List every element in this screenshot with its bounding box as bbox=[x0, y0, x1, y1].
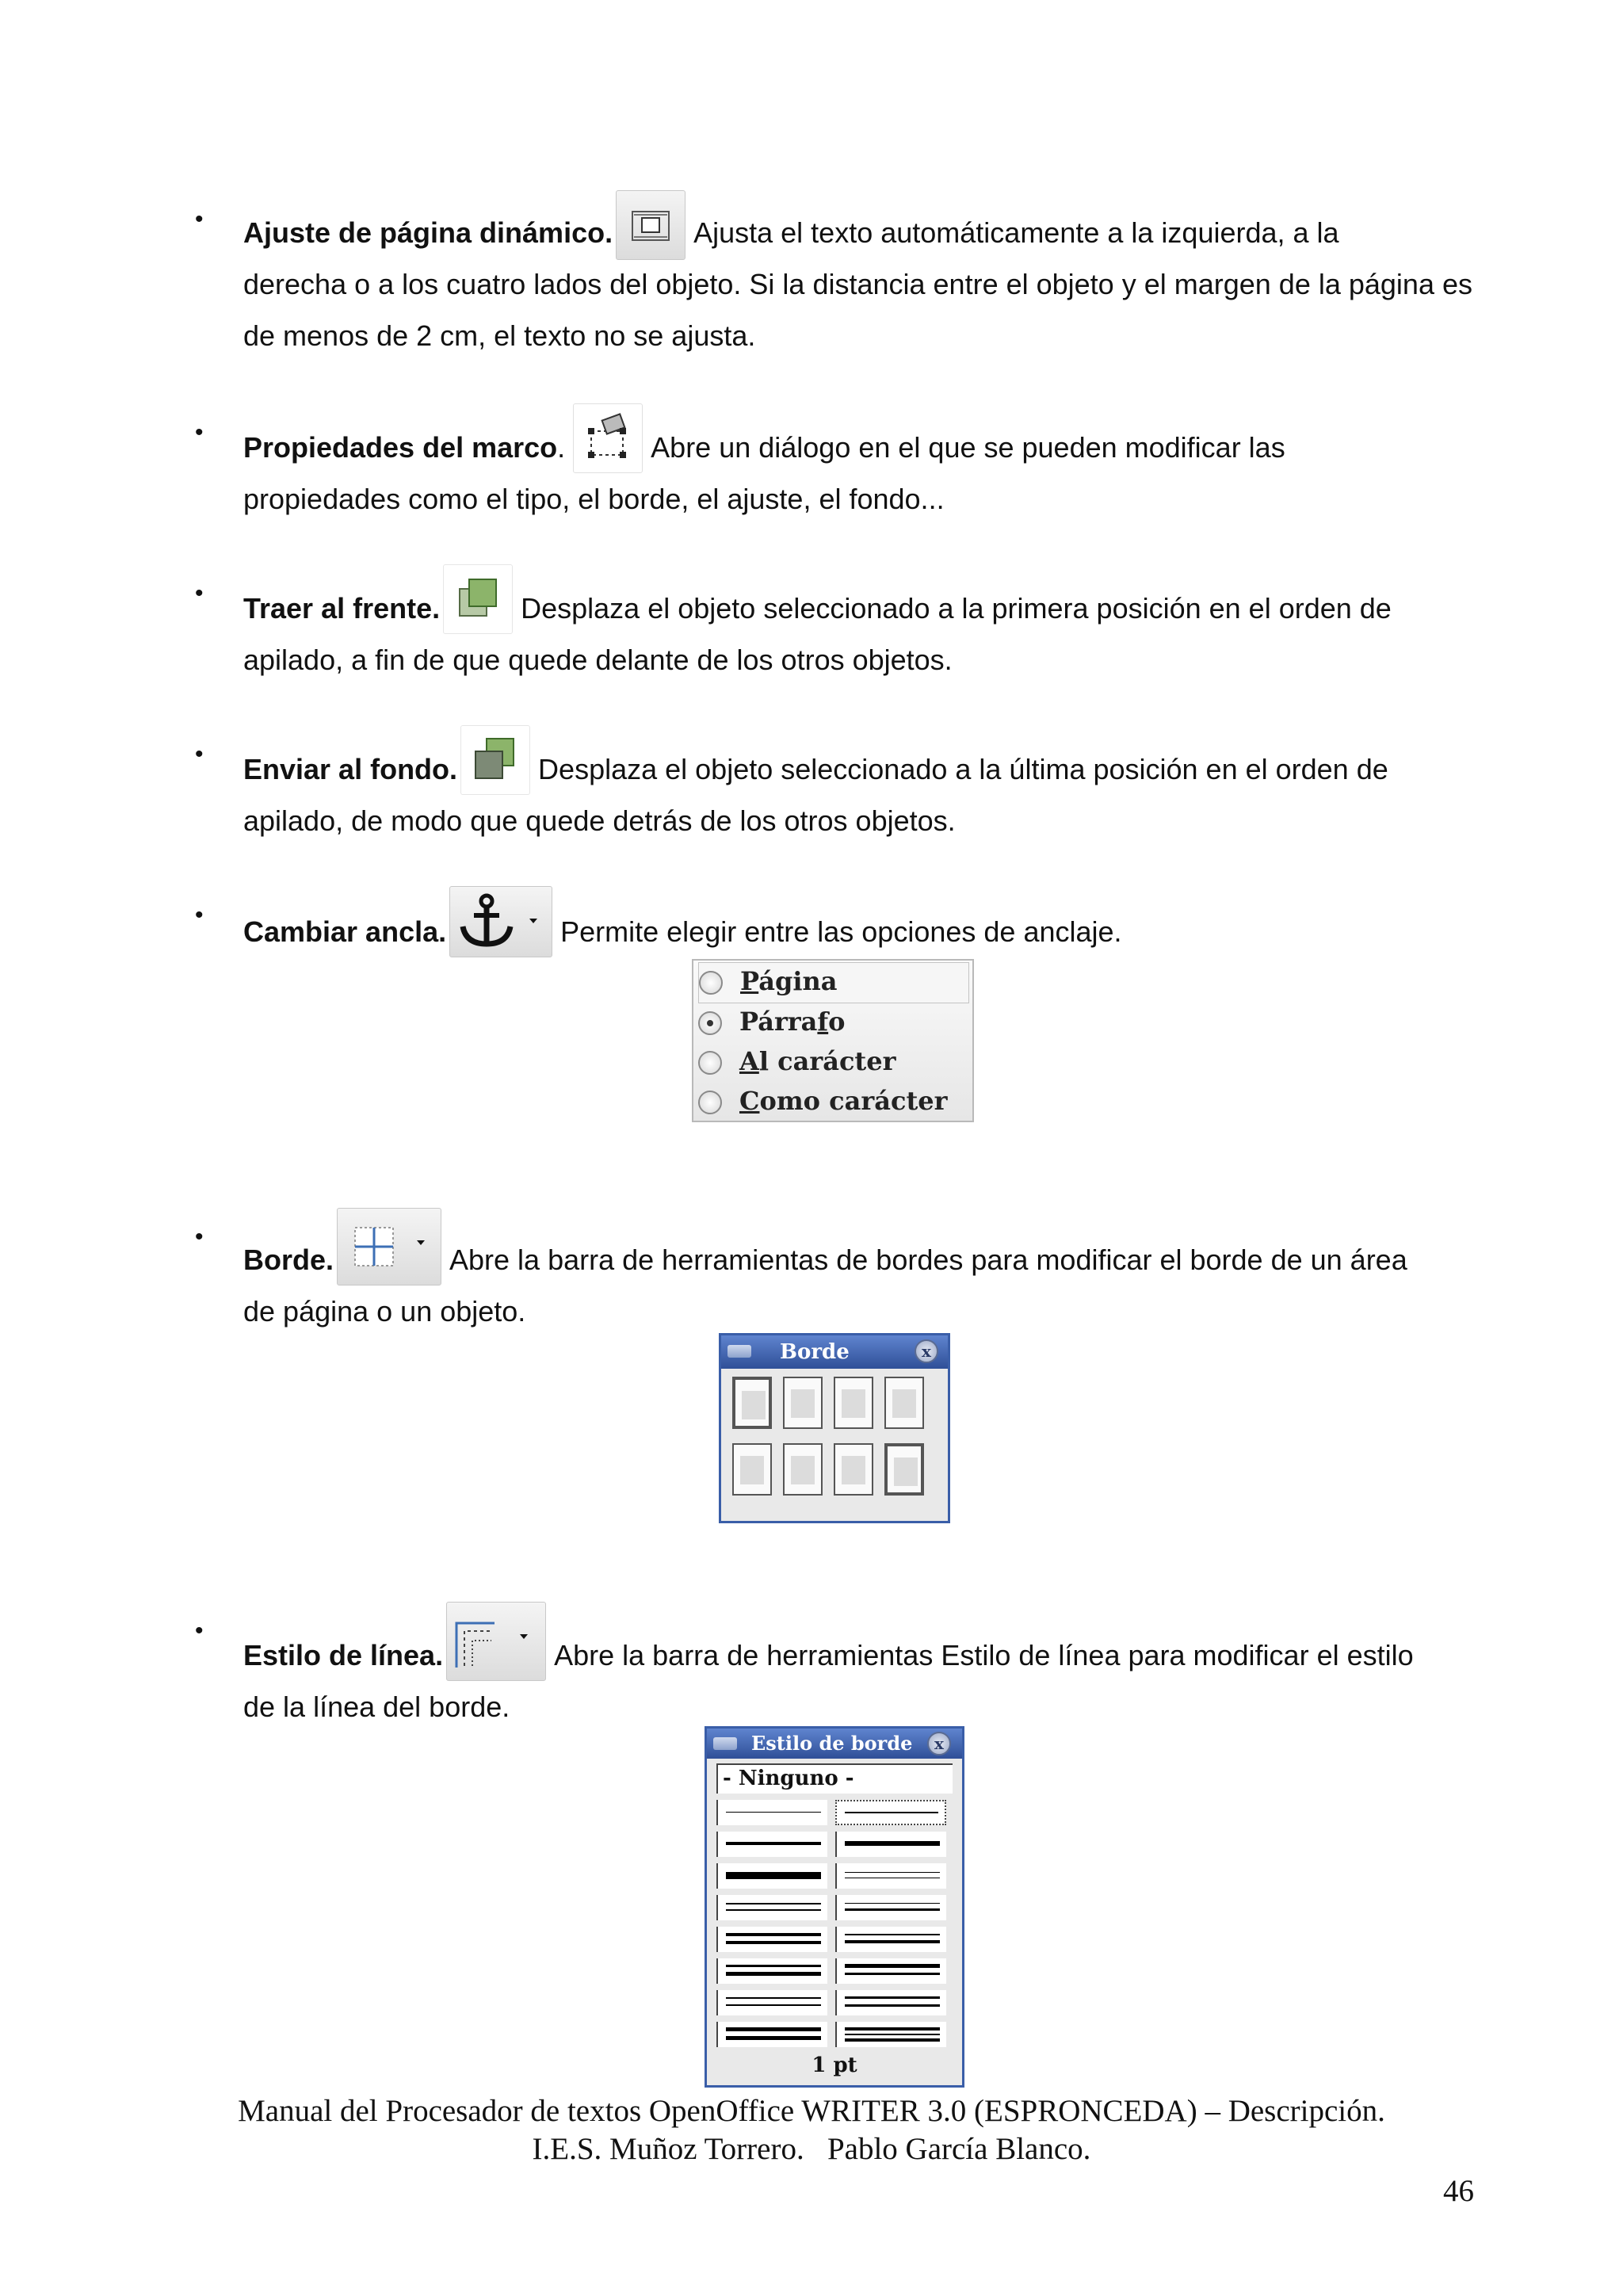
send-to-back-icon[interactable] bbox=[460, 725, 530, 795]
border-preset-bottom[interactable] bbox=[783, 1443, 823, 1496]
label-part: l carácter bbox=[758, 1046, 896, 1076]
window-title: Estilo de borde bbox=[751, 1732, 913, 1755]
anchor-option-to-character[interactable] bbox=[698, 1043, 968, 1083]
item-title: Traer al frente. bbox=[243, 592, 441, 625]
line-style-option[interactable] bbox=[716, 1990, 827, 2015]
line-style-toolbar-window bbox=[705, 1726, 964, 2088]
line-style-option[interactable] bbox=[835, 1863, 946, 1889]
border-preset-left-right[interactable] bbox=[884, 1377, 924, 1429]
line-style-option[interactable] bbox=[835, 1832, 946, 1857]
item-description: de la línea del borde. bbox=[243, 1690, 510, 1723]
line-style-option[interactable] bbox=[716, 1958, 827, 1984]
footer-line-1: Manual del Procesador de textos OpenOffice WRITER 3.0 (ESPRONCEDA) – Descripción. bbox=[238, 2094, 1385, 2128]
window-menu-icon[interactable] bbox=[713, 1737, 737, 1750]
item-description: apilado, de modo que quede detrás de los otros objetos. bbox=[243, 804, 956, 837]
border-presets-grid bbox=[729, 1373, 943, 1508]
item-description: apilado, a fin de que quede delante de los otros objetos. bbox=[243, 644, 953, 676]
line-style-option[interactable] bbox=[835, 1927, 946, 1952]
label-part: Párra bbox=[739, 1007, 818, 1037]
frame-properties-icon[interactable] bbox=[573, 403, 643, 473]
radio-button[interactable] bbox=[698, 1051, 722, 1075]
line-style-option[interactable] bbox=[835, 1895, 946, 1920]
title-bar[interactable] bbox=[721, 1335, 948, 1369]
line-width-value: 1 pt bbox=[812, 2053, 857, 2077]
item-title: Enviar al fondo. bbox=[243, 753, 458, 785]
item-description: propiedades como el tipo, el borde, el ajuste, el fondo... bbox=[243, 483, 945, 515]
line-style-option[interactable] bbox=[716, 1832, 827, 1857]
border-preset-outer[interactable] bbox=[884, 1443, 924, 1496]
title-bar[interactable] bbox=[707, 1729, 962, 1759]
item-title: Estilo de línea. bbox=[243, 1639, 444, 1671]
border-toolbar-window bbox=[719, 1333, 950, 1523]
item-description-first-line: Abre un diálogo en el que se pueden modificar las bbox=[651, 431, 1285, 464]
line-style-option[interactable] bbox=[835, 1958, 946, 1984]
item-description: derecha o a los cuatro lados del objeto. Si la distancia entre el objeto y el margen de la página es de menos de 2 cm, el texto no se ajusta. bbox=[243, 268, 1472, 352]
bullet: • bbox=[195, 580, 204, 606]
bring-to-front-icon[interactable] bbox=[443, 564, 513, 634]
footer-line-2: I.E.S. Muñoz Torrero. Pablo García Blanco. bbox=[532, 2132, 1091, 2166]
border-preset-right[interactable] bbox=[834, 1377, 873, 1429]
item-description-first-line: Desplaza el objeto seleccionado a la primera posición en el orden de bbox=[521, 592, 1392, 625]
line-style-option[interactable] bbox=[716, 1895, 827, 1920]
close-icon[interactable]: x bbox=[915, 1339, 938, 1363]
anchor-icon[interactable] bbox=[449, 886, 552, 957]
item-description-first-line: Desplaza el objeto seleccionado a la última posición en el orden de bbox=[538, 753, 1388, 785]
border-preset-left[interactable] bbox=[783, 1377, 823, 1429]
item-title: Propiedades del marco bbox=[243, 431, 558, 464]
line-style-option[interactable] bbox=[716, 1863, 827, 1889]
item-description-first-line: Ajusta el texto automáticamente a la izquierda, a la bbox=[693, 216, 1339, 249]
label-part: o bbox=[828, 1007, 846, 1037]
item-description-first-line: Permite elegir entre las opciones de anclaje. bbox=[560, 915, 1122, 948]
line-style-option[interactable] bbox=[835, 2022, 946, 2047]
bullet: • bbox=[195, 1224, 204, 1250]
item-title: Borde. bbox=[243, 1244, 334, 1276]
label-part: omo carácter bbox=[759, 1086, 948, 1116]
access-key: A bbox=[739, 1046, 759, 1076]
access-key: C bbox=[739, 1086, 760, 1116]
title-suffix: . bbox=[557, 431, 566, 464]
radio-button[interactable] bbox=[698, 1091, 722, 1114]
item-description: de página o un objeto. bbox=[243, 1295, 526, 1328]
border-preset-top[interactable] bbox=[732, 1443, 772, 1496]
border-preset-none[interactable] bbox=[732, 1377, 772, 1429]
radio-button-selected[interactable] bbox=[698, 1011, 722, 1035]
item-title: Ajuste de página dinámico. bbox=[243, 216, 613, 249]
line-style-none-option[interactable] bbox=[716, 1763, 953, 1794]
label-part: ágina bbox=[758, 966, 838, 996]
bullet: • bbox=[195, 741, 204, 767]
item-description-first-line: Abre la barra de herramientas Estilo de línea para modificar el estilo bbox=[554, 1639, 1414, 1671]
close-icon[interactable]: x bbox=[927, 1732, 951, 1755]
anchor-option-page[interactable] bbox=[698, 962, 969, 1003]
access-key: P bbox=[740, 966, 759, 996]
bullet: • bbox=[195, 1618, 204, 1644]
access-key: f bbox=[817, 1007, 829, 1037]
window-menu-icon[interactable] bbox=[727, 1345, 751, 1358]
radio-button[interactable] bbox=[699, 971, 723, 995]
anchor-option-paragraph[interactable] bbox=[698, 1003, 968, 1043]
line-style-icon[interactable] bbox=[446, 1602, 546, 1681]
bullet: • bbox=[195, 902, 204, 928]
none-label: - Ninguno - bbox=[723, 1767, 854, 1790]
anchor-options-menu bbox=[692, 959, 974, 1122]
border-preset-top-bottom[interactable] bbox=[834, 1443, 873, 1496]
line-style-option-selected[interactable] bbox=[835, 1800, 946, 1825]
item-description-first-line: Abre la barra de herramientas de bordes para modificar el borde de un área bbox=[449, 1244, 1407, 1276]
bullet: • bbox=[195, 419, 204, 445]
page-footer bbox=[0, 2092, 1623, 2168]
line-style-option[interactable] bbox=[716, 1800, 827, 1825]
borders-icon[interactable] bbox=[337, 1208, 441, 1286]
dynamic-page-wrap-icon[interactable] bbox=[616, 190, 685, 260]
bullet: • bbox=[195, 206, 204, 232]
line-style-option[interactable] bbox=[716, 1927, 827, 1952]
line-style-option[interactable] bbox=[835, 1990, 946, 2015]
page-number: 46 bbox=[1443, 2174, 1474, 2208]
item-title: Cambiar ancla. bbox=[243, 915, 447, 948]
anchor-option-as-character[interactable] bbox=[698, 1083, 968, 1122]
window-title: Borde bbox=[780, 1340, 850, 1364]
line-style-grid bbox=[716, 1800, 954, 2053]
line-style-option[interactable] bbox=[716, 2022, 827, 2047]
